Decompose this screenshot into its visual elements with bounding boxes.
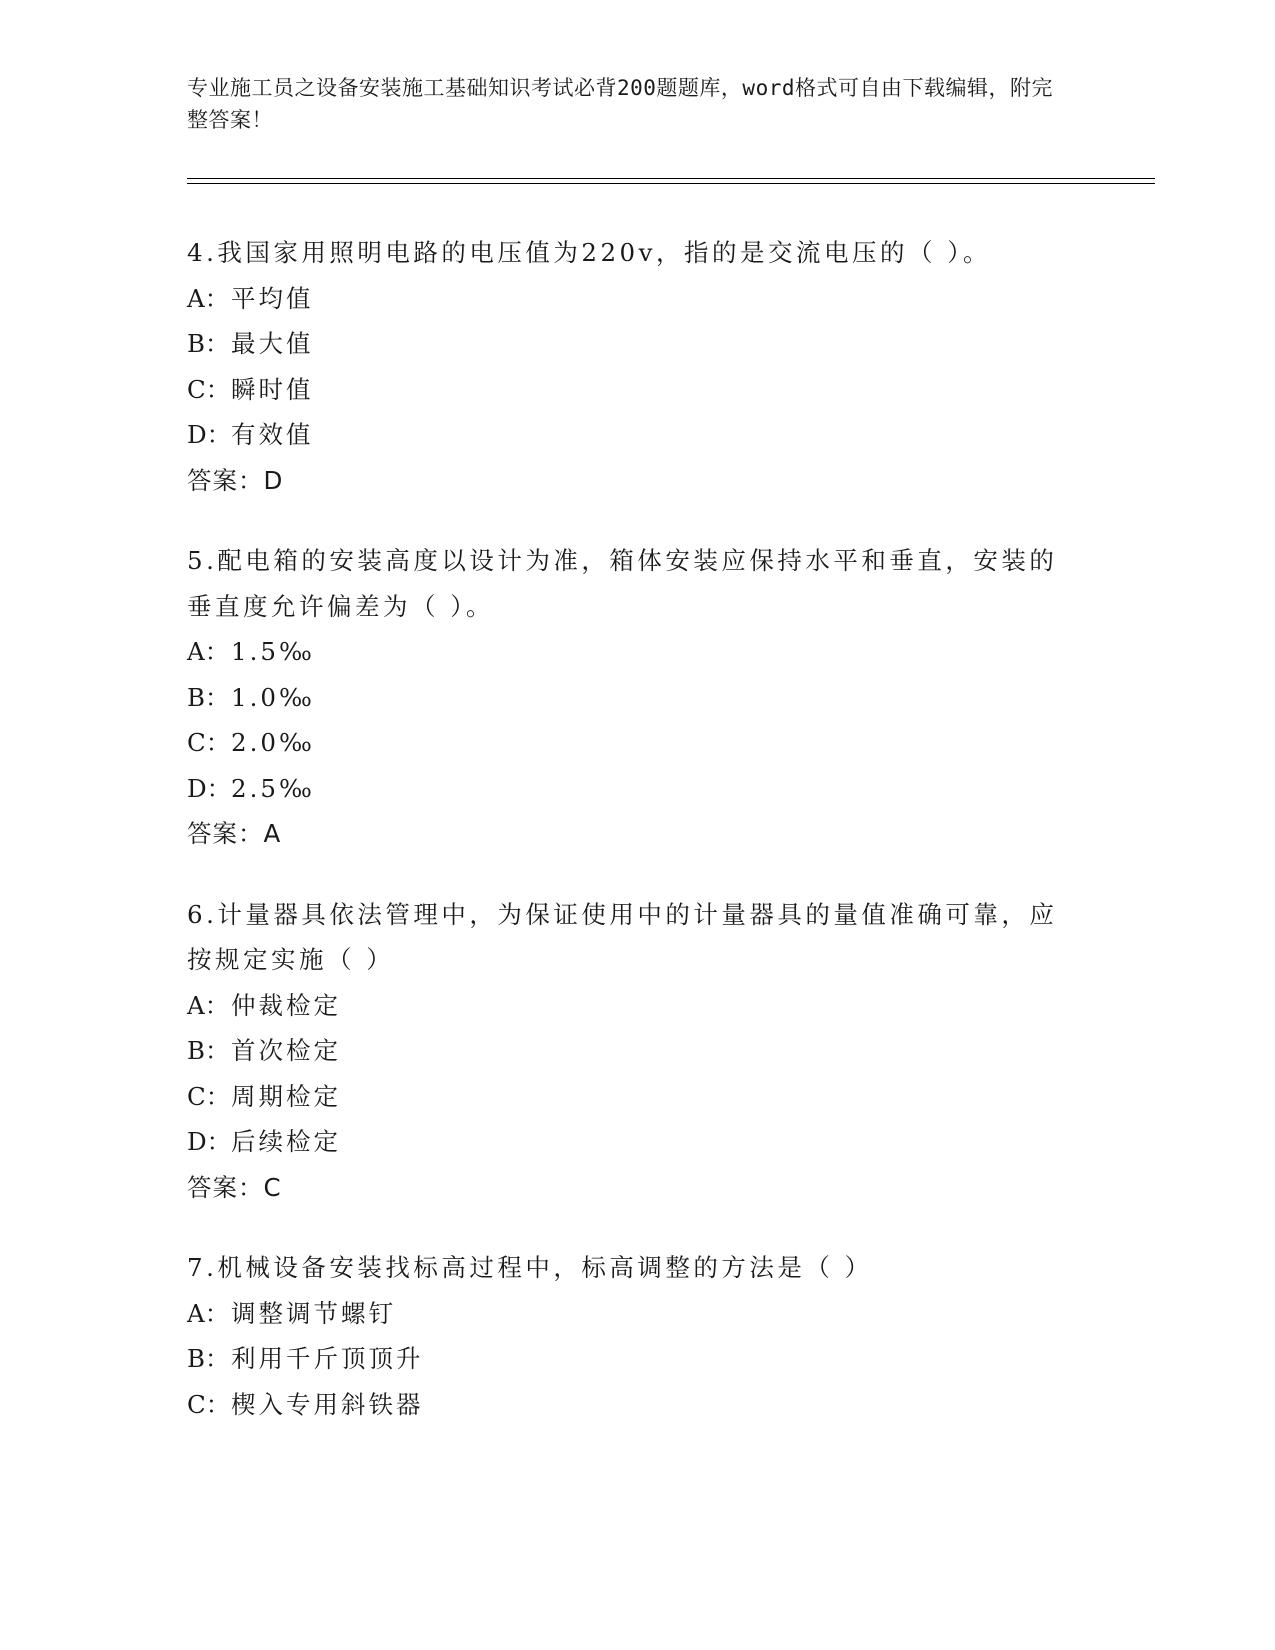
option-letter: A： [187, 637, 230, 666]
question-5 [187, 538, 1067, 857]
option-text: 有效值 [231, 420, 314, 449]
option-text: 利用千斤顶顶升 [231, 1344, 424, 1373]
option-text: 最大值 [231, 329, 314, 358]
option-text: 周期检定 [231, 1081, 341, 1111]
option-letter: C： [187, 1389, 231, 1419]
option-text: 1.0‰ [231, 682, 315, 712]
question-7 [187, 1245, 1067, 1427]
option-letter: B： [187, 329, 230, 358]
option-a [187, 276, 1067, 322]
option-text: 调整调节螺钉 [231, 1298, 396, 1328]
option-letter: B： [187, 1036, 230, 1065]
option-c [187, 1074, 1067, 1120]
option-text: 后续检定 [231, 1127, 341, 1156]
answer-line: 答案：A [187, 819, 282, 848]
option-letter: D： [187, 773, 232, 803]
option-text: 瞬时值 [231, 374, 314, 404]
option-b [187, 321, 1067, 367]
option-text: 平均值 [231, 283, 314, 313]
option-letter: C： [187, 728, 231, 757]
answer-line: 答案：D [187, 465, 284, 495]
option-a [187, 629, 1067, 675]
option-letter: B： [187, 682, 230, 712]
option-text: 2.5‰ [231, 773, 315, 803]
option-letter: C： [187, 374, 231, 404]
option-letter: C： [187, 1081, 231, 1111]
option-text: 2.0‰ [231, 728, 315, 757]
option-letter: A： [187, 1298, 230, 1328]
question-stem: 6.计量器具依法管理中，为保证使用中的计量器具的量值准确可靠，应按规定实施（ ） [187, 899, 1058, 974]
option-b [187, 1336, 1067, 1382]
option-c [187, 367, 1067, 413]
option-d [187, 412, 1067, 458]
question-stem: 5.配电箱的安装高度以设计为准，箱体安装应保持水平和垂直，安装的垂直度允许偏差为（ ）。 [187, 546, 1058, 621]
option-letter: A： [187, 283, 230, 313]
option-c [187, 1382, 1067, 1428]
document-header: 专业施工员之设备安装施工基础知识考试必背200题题库，word格式可自由下载编辑，附完整答案！ [187, 76, 1053, 132]
option-d [187, 1119, 1067, 1165]
option-letter: A： [187, 990, 230, 1020]
option-text: 楔入专用斜铁器 [231, 1389, 424, 1419]
question-4 [187, 230, 1067, 503]
question-stem: 7.机械设备安装找标高过程中，标高调整的方法是（ ） [187, 1253, 873, 1282]
option-letter: D： [187, 420, 232, 449]
option-text: 1.5‰ [231, 637, 315, 666]
question-list [187, 230, 1067, 1462]
option-b [187, 675, 1067, 721]
answer-line: 答案：C [187, 1172, 282, 1202]
option-a [187, 983, 1067, 1029]
question-6 [187, 892, 1067, 1211]
question-stem: 4.我国家用照明电路的电压值为220v，指的是交流电压的（ ）。 [187, 238, 992, 267]
option-d [187, 766, 1067, 812]
option-text: 仲裁检定 [231, 990, 341, 1020]
header-divider [187, 178, 1155, 184]
option-letter: D： [187, 1127, 232, 1156]
option-text: 首次检定 [231, 1036, 341, 1065]
option-letter: B： [187, 1344, 230, 1373]
option-c [187, 720, 1067, 766]
option-a [187, 1291, 1067, 1337]
option-b [187, 1028, 1067, 1074]
